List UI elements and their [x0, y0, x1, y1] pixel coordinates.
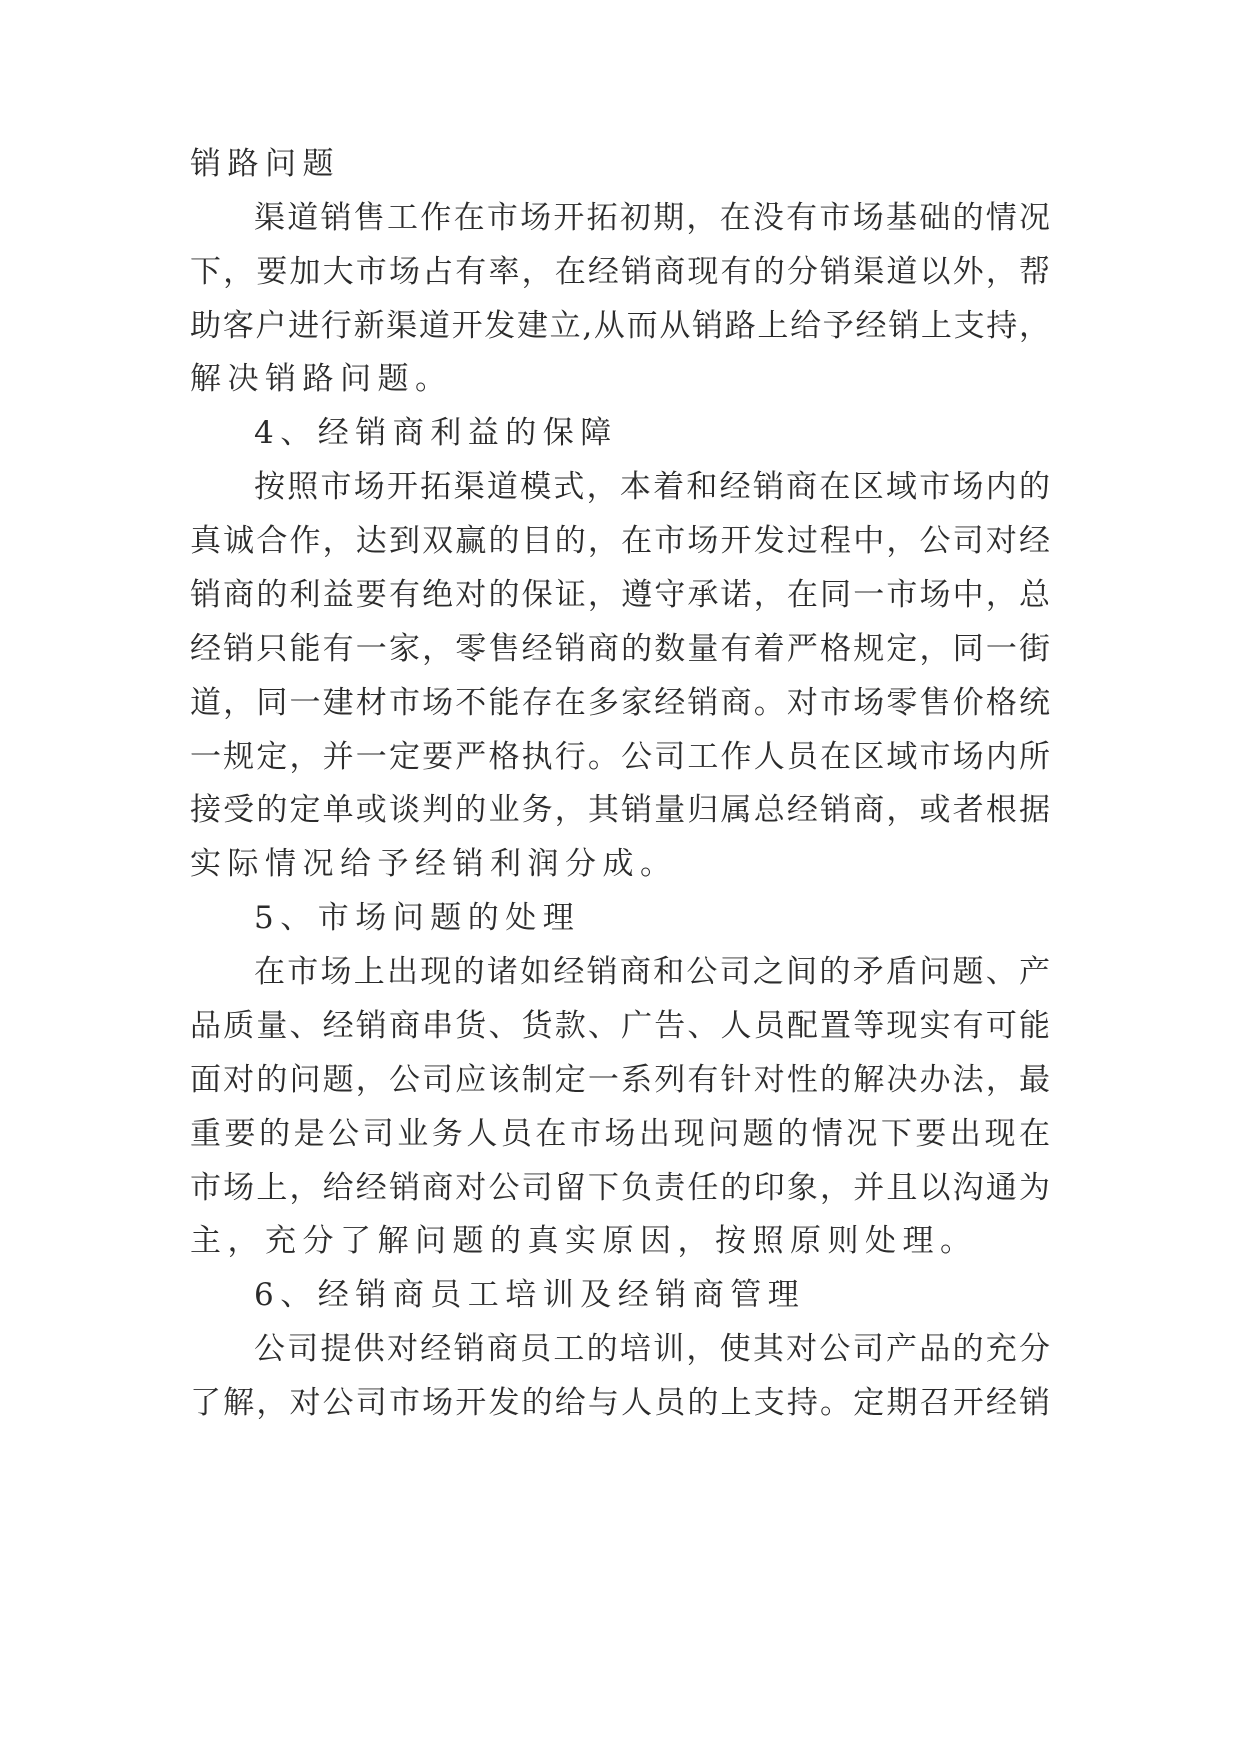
- text-line: 一规定，并一定要严格执行。公司工作人员在区域市场内所: [190, 739, 1050, 775]
- text-line: 解决销路问题。: [190, 361, 453, 397]
- text-line: 品质量、经销商串货、货款、广告、人员配置等现实有可能: [190, 1008, 1050, 1044]
- text-line: 市场上，给经销商对公司留下负责任的印象，并且以沟通为: [190, 1170, 1050, 1206]
- section-heading-5: 5、市场问题的处理: [254, 900, 581, 936]
- text-line: 下，要加大市场占有率，在经销商现有的分销渠道以外，帮: [190, 254, 1050, 290]
- text-line: 助客户进行新渠道开发建立,从而从销路上给予经销上支持，: [190, 308, 1050, 344]
- text-line: 重要的是公司业务人员在市场出现问题的情况下要出现在: [190, 1116, 1050, 1152]
- text-line: 接受的定单或谈判的业务，其销量归属总经销商，或者根据: [190, 792, 1050, 828]
- text-line: 实际情况给予经销利润分成。: [190, 846, 678, 882]
- paragraph-start-line: 公司提供对经销商员工的培训，使其对公司产品的充分: [254, 1331, 1050, 1367]
- text-line: 道，同一建材市场不能存在多家经销商。对市场零售价格统: [190, 685, 1050, 721]
- section-heading-6: 6、经销商员工培训及经销商管理: [254, 1277, 806, 1313]
- text-line: 销商的利益要有绝对的保证，遵守承诺，在同一市场中，总: [190, 577, 1050, 613]
- paragraph-start-line: 渠道销售工作在市场开拓初期，在没有市场基础的情况: [254, 200, 1050, 236]
- section-heading-4: 4、经销商利益的保障: [254, 415, 618, 451]
- paragraph-start-line: 在市场上出现的诸如经销商和公司之间的矛盾问题、产: [254, 954, 1050, 990]
- text-line: 面对的问题，公司应该制定一系列有针对性的解决办法，最: [190, 1062, 1050, 1098]
- paragraph-start-line: 按照市场开拓渠道模式，本着和经销商在区域市场内的: [254, 469, 1050, 505]
- text-line: 真诚合作，达到双赢的目的，在市场开发过程中，公司对经: [190, 523, 1050, 559]
- text-line: 销路问题: [190, 146, 340, 182]
- text-line: 了解，对公司市场开发的给与人员的上支持。定期召开经销: [190, 1385, 1050, 1421]
- text-line: 主，充分了解问题的真实原因，按照原则处理。: [190, 1223, 978, 1259]
- text-line: 经销只能有一家，零售经销商的数量有着严格规定，同一街: [190, 631, 1050, 667]
